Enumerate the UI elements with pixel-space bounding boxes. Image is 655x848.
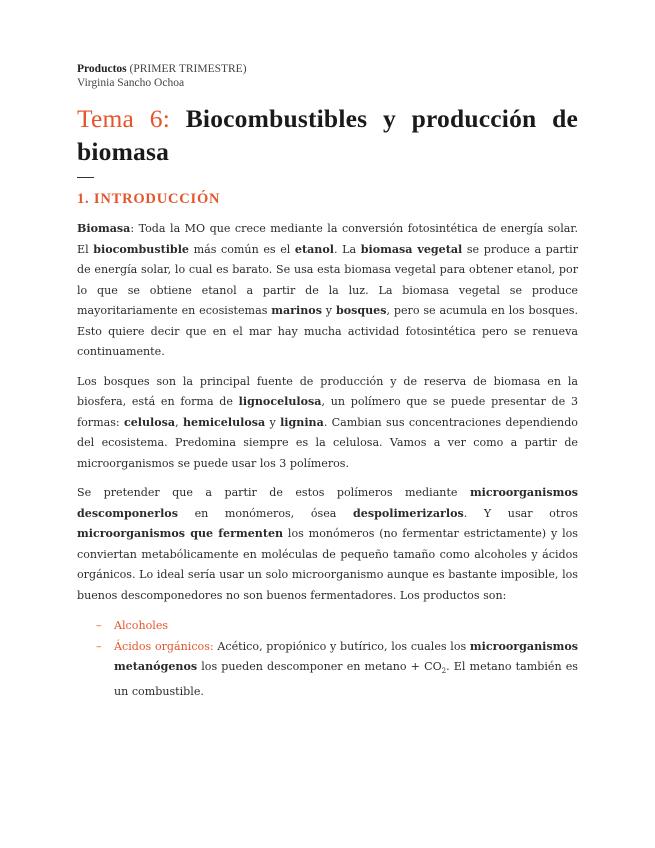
bullet-dash: – — [96, 639, 102, 653]
course-line — [77, 62, 578, 76]
list-item-alcoholes — [77, 616, 578, 637]
page-title — [77, 102, 578, 168]
subscript-two: 2 — [441, 667, 447, 676]
list-item-acidos — [77, 637, 578, 703]
text-run: , un polímero que se puede presentar de 3 formas: — [77, 395, 578, 429]
text-run: y — [321, 304, 336, 317]
term-bosques: bosques — [335, 304, 387, 317]
title-divider — [77, 177, 94, 178]
course-name: Productos — [77, 63, 127, 75]
text-run: . Cambian sus concentraciones dependiendo del ecosistema. Predomina siempre es la celulosa. Vamos a ver como a partir de microorganismos se puede usar los 3 polímeros. — [77, 415, 578, 470]
term-despolimerizarlos: despolimerizarlos — [353, 506, 464, 520]
term-lignina: lignina — [280, 415, 324, 429]
term-lignocelulosa: lignocelulosa — [238, 395, 322, 408]
text-run: . Y usar otros — [463, 506, 578, 520]
term-biomasa-vegetal: biomasa vegetal — [360, 242, 463, 256]
section-heading: 1. INTRODUCCIÓN — [77, 191, 221, 207]
paragraph-biomasa — [77, 219, 578, 363]
text-run: Acético, propiónico y butírico, los cuales los — [213, 639, 470, 653]
term-celulosa: celulosa — [123, 415, 176, 429]
term-etanol: etanol — [294, 242, 334, 256]
text-run: . El metano también es un combustible. — [114, 660, 579, 698]
term-hemicelulosa: hemicelulosa — [182, 415, 266, 429]
text-run: y — [265, 415, 281, 429]
text-run: : Toda la MO que crece mediante la conversión fotosintética de energía solar. El — [77, 222, 578, 256]
list-term-alcoholes: Alcoholes — [114, 619, 169, 632]
title-text: Biocombustibles y producción de biomasa — [77, 104, 578, 166]
text-run: se produce a partir de energía solar, lo cual es barato. Se usa esta biomasa vegetal para obtener etanol, por lo que se obtiene etanol a partir de la luz. La biomasa vegetal se produce mayoritariamente en ecosistemas — [77, 242, 578, 317]
term-biomasa: Biomasa — [77, 222, 131, 235]
term-microorganismos-fermenten: microorganismos que fermenten — [77, 527, 284, 540]
bullet-dash: – — [96, 619, 102, 632]
term-metanogenos: microorganismos metanógenos — [114, 639, 578, 673]
term-marinos: marinos — [271, 304, 322, 317]
products-list — [77, 616, 578, 702]
document-header — [77, 62, 578, 90]
paragraph-bosques — [77, 372, 578, 475]
author-name: Virginia Sancho Ochoa — [77, 77, 185, 89]
text-run: los pueden descomponer en metano + CO — [197, 660, 442, 673]
text-run: Se pretender que a partir de estos polímeros mediante — [77, 486, 470, 499]
term-biocombustible: biocombustible — [93, 242, 189, 256]
text-run: . La — [333, 242, 361, 256]
paragraph-polimeros — [77, 483, 578, 606]
text-run: los monómeros (no fermentar estrictamente) y los conviertan metabólicamente en moléculas de pequeño tamaño como alcoholes y ácidos orgánicos. Lo ideal sería usar un solo microorganismo aunque es bastante imposible, los buenos descomponedores no son buenos fermentadores. Los productos son: — [77, 527, 578, 602]
title-prefix: Tema 6: — [77, 104, 171, 133]
list-term-acidos: Ácidos orgánicos: — [114, 639, 214, 653]
text-run: , — [175, 415, 183, 429]
text-run: , pero se acumula en los bosques. Esto quiere decir que en el mar hay mucha actividad fotosintética pero se renueva continuamente. — [77, 304, 578, 358]
term-microorganismos-descomponerlos: microorganismos descomponerlos — [77, 486, 578, 520]
text-run: más común es el — [188, 242, 295, 256]
text-run: Los bosques son la principal fuente de producción y de reserva de biomasa en la biosfera, está en forma de — [77, 374, 578, 408]
course-term: (PRIMER TRIMESTRE) — [129, 63, 247, 75]
text-run: en monómeros, ósea — [177, 506, 354, 520]
